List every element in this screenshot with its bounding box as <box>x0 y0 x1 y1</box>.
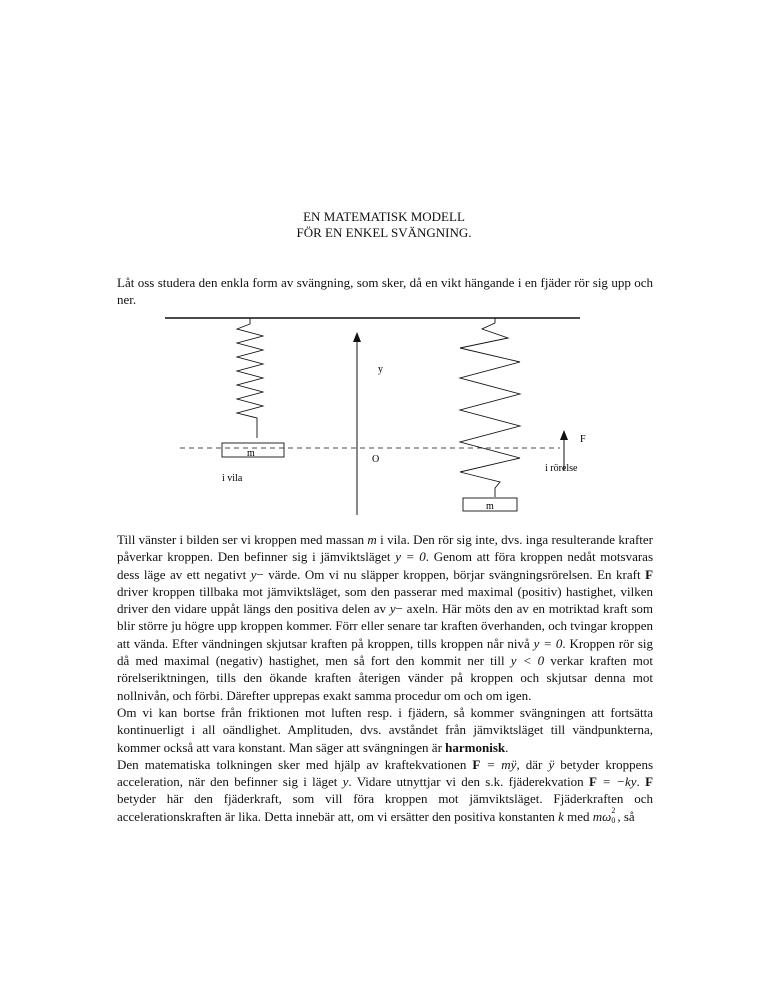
paragraph-3: Den matematiska tolkningen sker med hjälp av kraftekvationen F = mÿ, där ÿ betyder kroppens acceleration, när den befinner sig i läget y. Vidare utnyttjar vi den s.k. fjäderekvation F = −ky. F betyder här den fjäderkraft, som vill föra kroppen mot jämviktsläget. Fjäderkraften och accelerationskraften är lika. Detta innebär att, om vi ersätter den positiva konstanten k med mω 2 0 , så <box>117 756 654 825</box>
omega-superscript: 2 <box>611 805 616 815</box>
var-m: m <box>367 532 377 547</box>
title-line-2: FÖR EN ENKEL SVÄNGNING. <box>296 225 472 240</box>
page-title <box>0 209 768 241</box>
omega-indices <box>611 805 617 825</box>
var-y: y <box>342 774 349 790</box>
eq-y-negative: y < 0 <box>510 653 545 669</box>
spring-diagram <box>160 310 590 515</box>
var-F: F <box>645 566 654 582</box>
motion-caption: i rörelse <box>545 463 578 474</box>
eq-y-zero: y = 0 <box>533 635 563 651</box>
y-axis-label: y <box>378 364 383 375</box>
omega-subscript: 0 <box>611 815 616 825</box>
var-y: y <box>389 601 396 617</box>
origin-label: O <box>372 454 380 465</box>
var-ydd: ÿ <box>548 756 555 772</box>
var-F: F <box>588 774 597 790</box>
intro-paragraph: Låt oss studera den enkla form av svängning, som sker, då en vikt hängande i en fjäder rör sig upp och ner. <box>117 275 653 307</box>
var-m-omega: mω <box>592 808 612 824</box>
left-spring <box>237 318 263 438</box>
force-arrow-head <box>560 430 568 440</box>
var-k: k <box>558 808 564 824</box>
var-y: y <box>250 566 257 582</box>
right-mass-label: m <box>486 501 494 512</box>
eq-newton: = mÿ <box>480 756 517 772</box>
spring-figure <box>160 310 590 515</box>
paragraph-1: Till vänster i bilden ser vi kroppen med massan m i vila. Den rör sig inte, dvs. inga resulterande krafter påverkar kroppen. Den befinner sig i jämviktsläget y = 0. Genom att föra kroppen nedåt motsvaras dess läge av ett negativt y− värde. Om vi nu släpper kroppen, börjar svängningsrörelsen. En kraft F driver kroppen tillbaka mot jämviktsläget, som den passerar med maximal (positiv) hastighet, vilken driver den vidare uppåt längs den positiva delen av y− axeln. Här möts den av en motriktad kraft som blir större ju högre upp kroppen kommer. Förr eller senare tar kraften överhanden, och tvingar kroppen att vända. Efter vändningen skjutsar kraften på kroppen, tills kroppen når nivå y = 0. Kroppen rör sig då med maximal (negativ) hastighet, men så fort den kommit ner till y < 0 verkar kraften mot rörelseriktningen, tills den ökande kraften återigen vänder på kroppen och skjutsar denna mot nollnivån, och förbi. Därefter upprepas exakt samma procedur om och om igen. <box>117 532 654 703</box>
title-line-1: EN MATEMATISK MODELL <box>303 209 465 224</box>
force-label: F <box>580 434 586 445</box>
rest-caption: i vila <box>222 473 243 484</box>
eq-hooke: = −ky <box>596 774 637 790</box>
right-spring <box>460 318 520 497</box>
var-F: F <box>472 756 481 772</box>
bold-harmonisk: harmonisk <box>445 739 506 755</box>
body-text <box>117 531 653 825</box>
paragraph-2: Om vi kan bortse från friktionen mot luften resp. i fjädern, så kommer svängningen att fortsätta kontinuerligt i all oändlighet. Amplituden, dvs. avståndet från jämviktsläget till vändpunkterna, kommer också att vara konstant. Man säger att svängningen är harmonisk. <box>117 704 653 755</box>
eq-y-zero: y = 0 <box>395 549 426 565</box>
y-axis-arrow <box>353 332 361 342</box>
var-F: F <box>645 774 654 790</box>
left-mass-label: m <box>247 448 255 459</box>
